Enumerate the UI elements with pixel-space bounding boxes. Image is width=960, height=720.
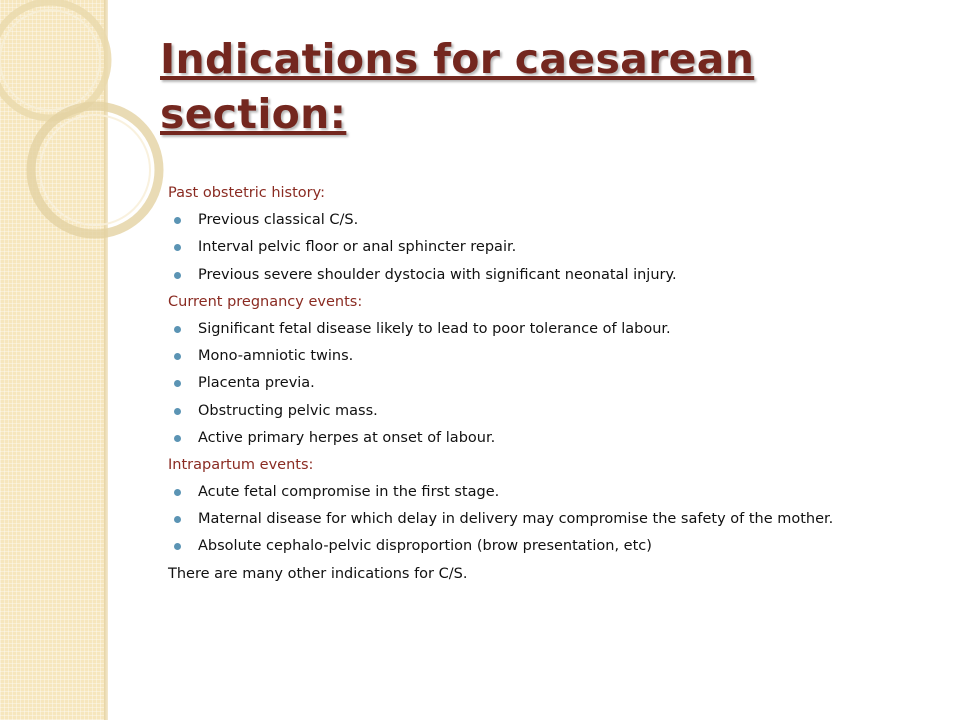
- list-item: [168, 234, 938, 261]
- list-item-text: Significant fetal disease likely to lead to poor tolerance of labour.: [198, 320, 671, 337]
- list-item-text: Maternal disease for which delay in delivery may compromise the safety of the mother.: [198, 511, 834, 528]
- bullet-dot-icon: [174, 516, 181, 523]
- list-item-text: Acute fetal compromise in the first stage.: [198, 484, 500, 501]
- list-item: [168, 533, 938, 560]
- list-item: [168, 425, 938, 452]
- bullet-dot-icon: [174, 435, 181, 442]
- bullet-dot-icon: [174, 326, 181, 333]
- list-item-text: Obstructing pelvic mass.: [198, 402, 378, 419]
- list-item-text: Mono-amniotic twins.: [198, 348, 354, 365]
- bullet-dot-icon: [174, 380, 181, 387]
- list-item-text: Absolute cephalo-pelvic disproportion (brow presentation, etc): [198, 538, 652, 555]
- list-item: [168, 479, 938, 506]
- list-item: [168, 398, 938, 425]
- list-item: [168, 316, 938, 343]
- list-item: [168, 370, 938, 397]
- section-heading-intrapartum: Intrapartum events:: [168, 456, 314, 473]
- list-item: [168, 207, 938, 234]
- list-item-text: Placenta previa.: [198, 375, 315, 392]
- section-heading-current-pregnancy: Current pregnancy events:: [168, 293, 363, 310]
- slide-body: [168, 180, 938, 588]
- list-item: [168, 506, 938, 533]
- slide-title: [160, 32, 860, 142]
- list-item-text: Previous severe shoulder dystocia with significant neonatal injury.: [198, 266, 677, 283]
- section-heading-past-history: Past obstetric history:: [168, 185, 326, 201]
- list-item: [168, 262, 938, 289]
- slide-title-line-2: section:: [160, 90, 347, 138]
- bullet-dot-icon: [174, 489, 181, 496]
- slide-title-line-1: Indications for caesarean: [160, 35, 755, 83]
- list-item-text: Interval pelvic floor or anal sphincter repair.: [198, 239, 517, 256]
- list-item-text: Active primary herpes at onset of labour.: [198, 429, 496, 446]
- bullet-dot-icon: [174, 244, 181, 251]
- closing-note: There are many other indications for C/S.: [168, 565, 468, 582]
- bullet-dot-icon: [174, 217, 181, 224]
- bullet-dot-icon: [174, 408, 181, 415]
- list-item-text: Previous classical C/S.: [198, 212, 359, 229]
- bullet-dot-icon: [174, 543, 181, 550]
- bullet-dot-icon: [174, 272, 181, 279]
- bullet-dot-icon: [174, 353, 181, 360]
- list-item: [168, 343, 938, 370]
